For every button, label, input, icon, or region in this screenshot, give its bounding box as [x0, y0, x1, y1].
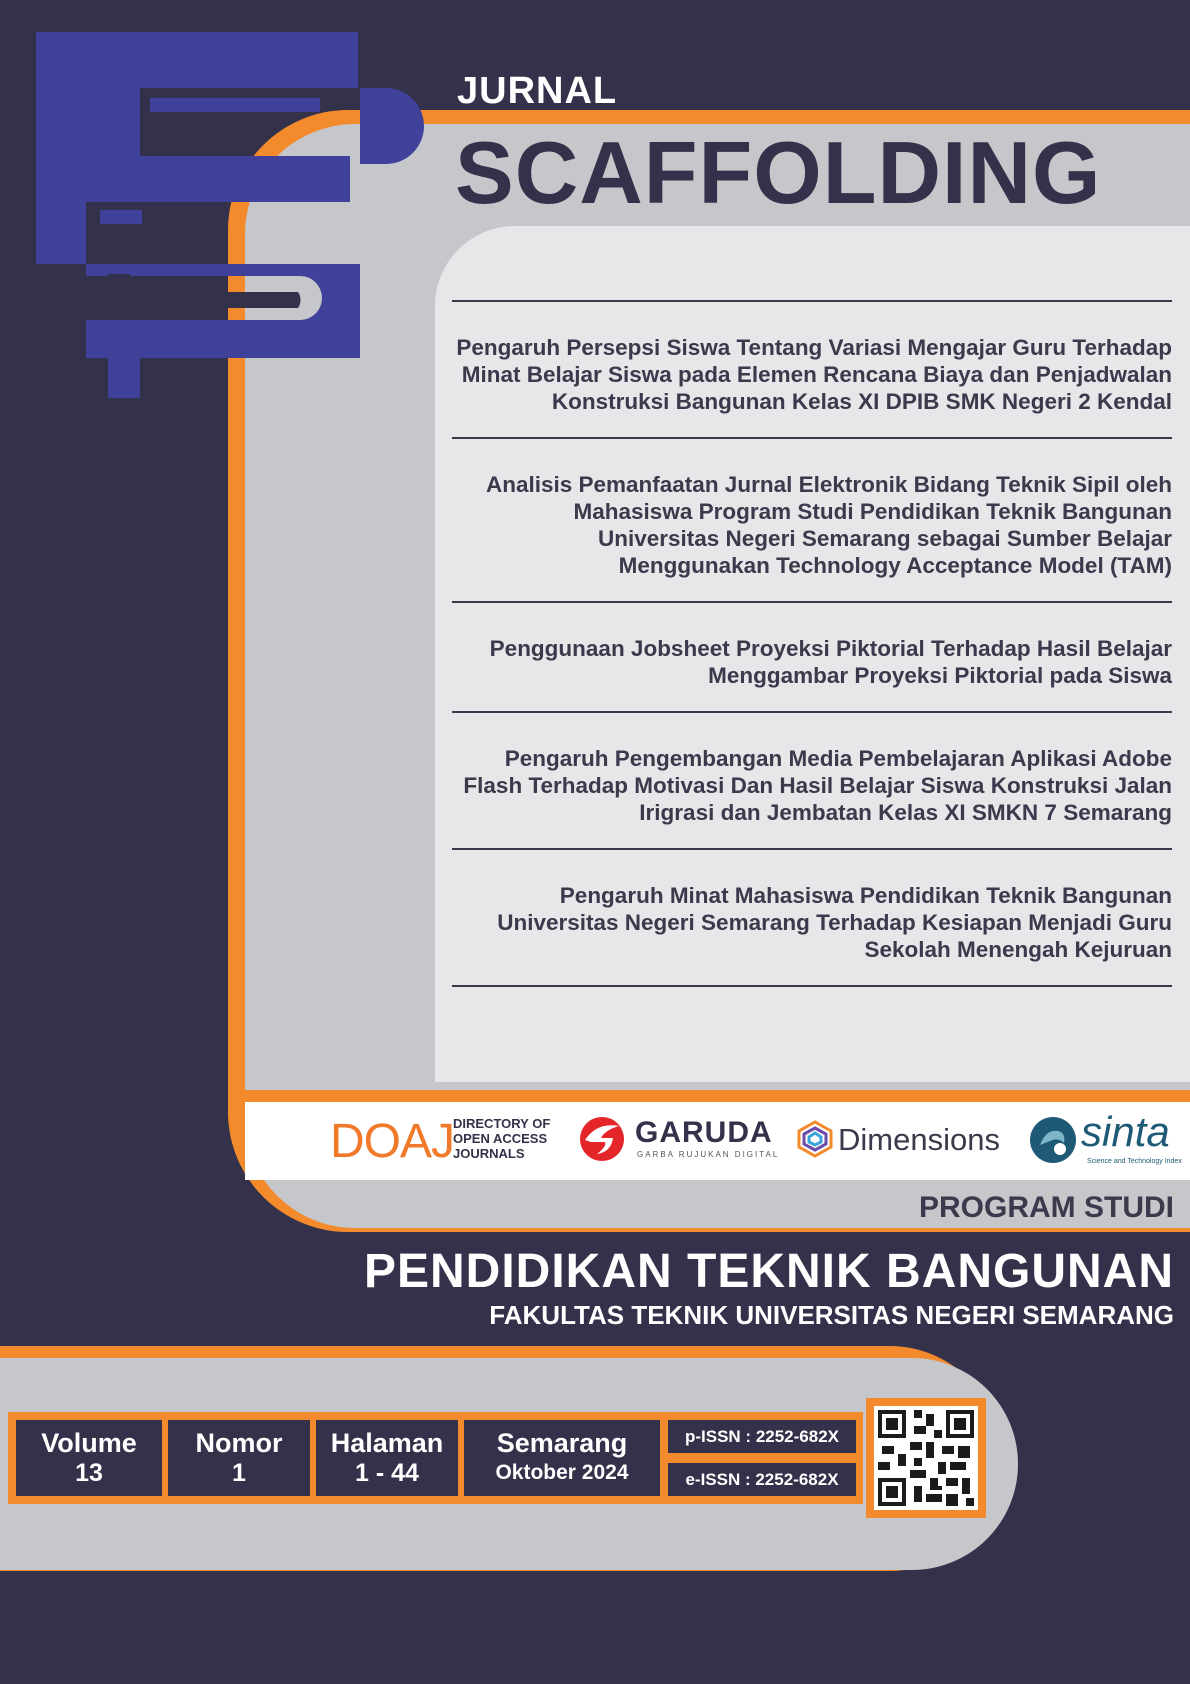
- faculty-name: FAKULTAS TEKNIK UNIVERSITAS NEGERI SEMARANG: [489, 1300, 1174, 1330]
- article-title-4[interactable]: Pengaruh Pengembangan Media Pembelajaran Aplikasi Adobe Flash Terhadap Motivasi Dan Hasil Belajar Siswa Konstruksi Jalan Irigrasi dan Jembatan Kelas XI SMKN 7 Semarang: [463, 746, 1172, 825]
- garuda-subtitle: GARBA RUJUKAN DIGITAL: [637, 1150, 780, 1159]
- qr-code-icon: [874, 1406, 978, 1510]
- journal-logo-icon: [30, 28, 430, 428]
- garuda-icon: [577, 1116, 627, 1162]
- logos-bar-top-border: [245, 1090, 1190, 1102]
- indexing-logos-bar: [245, 1102, 1190, 1180]
- program-name: PENDIDIKAN TEKNIK BANGUNAN: [363, 1245, 1174, 1298]
- divider: [452, 985, 1172, 987]
- nomor-value: 1: [232, 1459, 246, 1487]
- halaman-label: Halaman: [330, 1428, 444, 1458]
- issue-info: [8, 1412, 863, 1504]
- nomor-label: Nomor: [195, 1428, 283, 1458]
- article-title-3[interactable]: Penggunaan Jobsheet Proyeksi Piktorial Terhadap Hasil Belajar Menggambar Proyeksi Piktorial pada Siswa: [489, 636, 1172, 688]
- volume-label: Volume: [41, 1428, 137, 1458]
- dimensions-icon: [796, 1120, 834, 1158]
- halaman-cell: [316, 1420, 458, 1496]
- date-cell: [464, 1420, 660, 1496]
- garuda-logo: GARUDA: [635, 1116, 773, 1149]
- nomor-cell: [168, 1420, 310, 1496]
- doaj-sub-line: OPEN ACCESS: [453, 1131, 548, 1146]
- qr-code[interactable]: [874, 1406, 978, 1510]
- eissn: e-ISSN : 2252-682X: [668, 1463, 856, 1496]
- jurnal-label: JURNAL: [457, 70, 618, 112]
- sinta-icon: [1028, 1115, 1078, 1165]
- article-title-1[interactable]: Pengaruh Persepsi Siswa Tentang Variasi Mengajar Guru Terhadap Minat Belajar Siswa pada Elemen Rencana Biaya dan Penjadwalan Konstruksi Bangunan Kelas XI DPIB SMK Negeri 2 Kendal: [456, 335, 1172, 414]
- issue-date: Oktober 2024: [495, 1461, 629, 1484]
- city: Semarang: [496, 1428, 628, 1458]
- doaj-sub-line: JOURNALS: [453, 1146, 525, 1161]
- qr-code-frame: [866, 1398, 986, 1518]
- journal-title: SCAFFOLDING: [455, 123, 1102, 222]
- sinta-logo: sinta: [1081, 1108, 1170, 1155]
- article-title-2[interactable]: Analisis Pemanfaatan Jurnal Elektronik Bidang Teknik Sipil oleh Mahasiswa Program Studi Pendidikan Teknik Bangunan Universitas Negeri Semarang sebagai Sumber Belajar Menggunakan Technology Acceptance Model (TAM): [485, 472, 1172, 578]
- sinta-subtitle: Science and Technology Index: [1087, 1158, 1182, 1165]
- article-title-5[interactable]: Pengaruh Minat Mahasiswa Pendidikan Teknik Bangunan Universitas Negeri Semarang Terhadap Kesiapan Menjadi Guru Sekolah Menengah Kejuruan: [497, 883, 1172, 962]
- article-list: [452, 300, 1172, 987]
- volume-value: 13: [75, 1459, 103, 1487]
- doaj-logo: DOAJ: [330, 1115, 455, 1168]
- doaj-sub-line: DIRECTORY OF: [453, 1116, 551, 1131]
- dimensions-logo: Dimensions: [838, 1122, 1000, 1157]
- doaj-subtitle: [453, 1116, 550, 1161]
- pissn: p-ISSN : 2252-682X: [668, 1420, 856, 1453]
- program-label: PROGRAM STUDI: [919, 1191, 1174, 1224]
- volume-cell: [16, 1420, 162, 1496]
- halaman-value: 1 - 44: [355, 1459, 419, 1487]
